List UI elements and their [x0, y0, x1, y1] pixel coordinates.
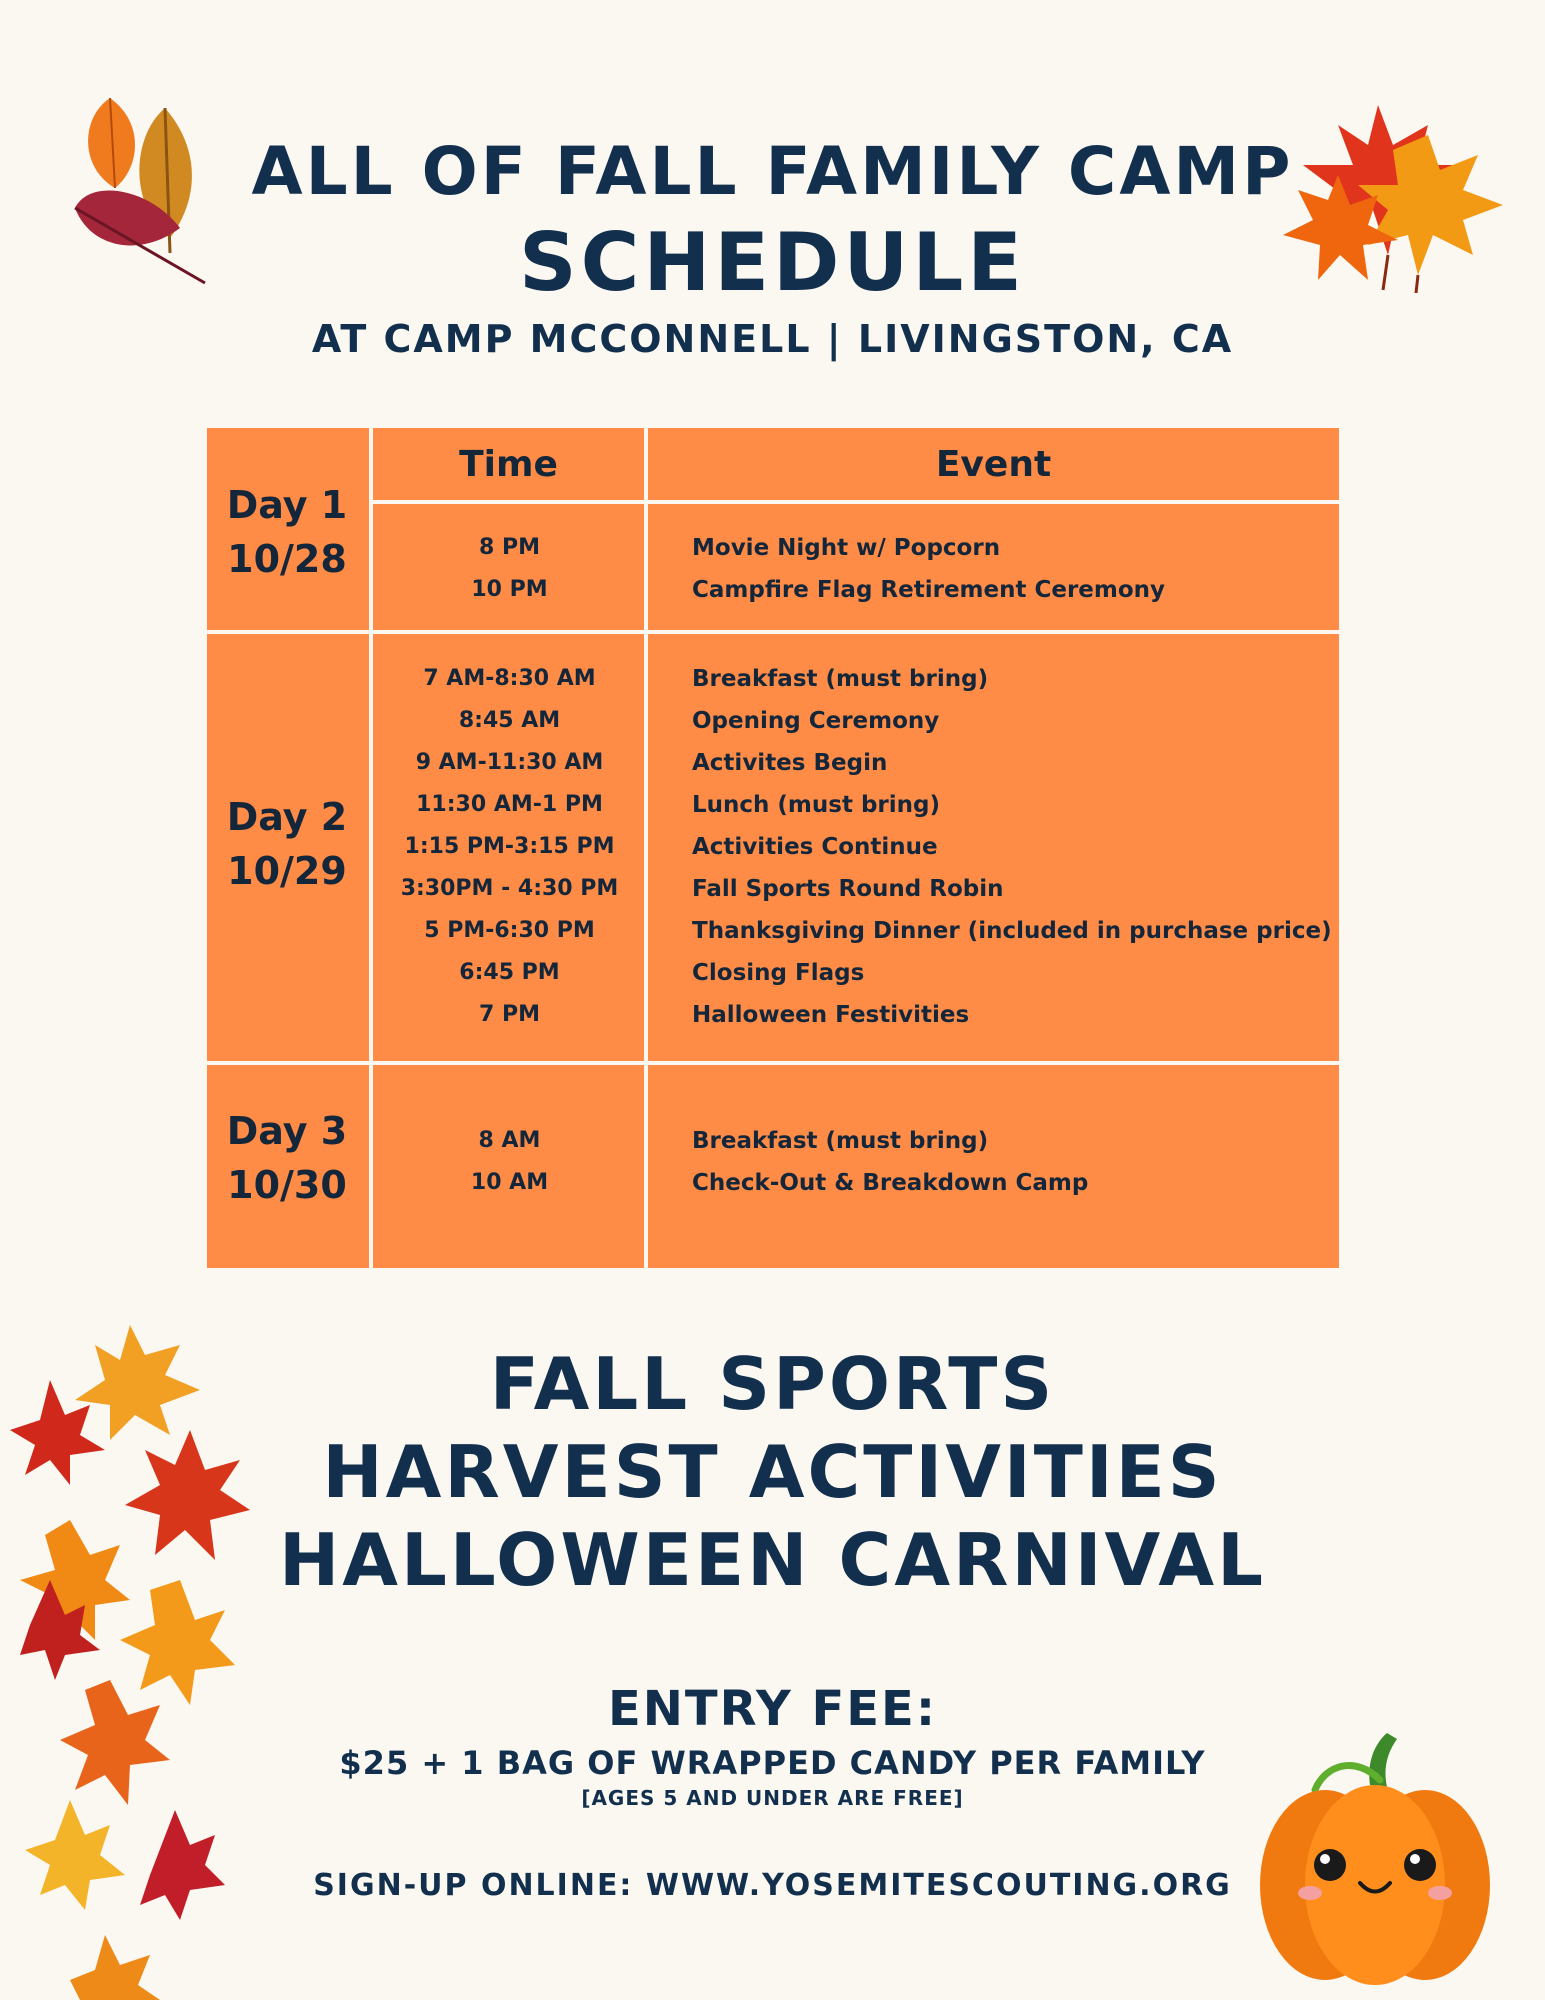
schedule-table [207, 428, 1339, 1268]
divider [371, 500, 1371, 504]
entry-fee-note: [AGES 5 AND UNDER ARE FREE] [581, 1786, 964, 1810]
time-slot: 1:15 PM-3:15 PM [404, 834, 615, 859]
event-item: Thanksgiving Dinner (included in purchase price) [692, 918, 1332, 944]
falling-leaves-left [10, 1320, 250, 2000]
day-3-label [207, 1104, 367, 1212]
day-3-events [692, 1120, 1332, 1204]
time-slot: 7 PM [479, 1002, 540, 1027]
event-item: Campfire Flag Retirement Ceremony [692, 577, 1166, 603]
column-header-event: Event [935, 444, 1052, 485]
pumpkin-illustration [1255, 1725, 1495, 2000]
day-date: 10/28 [227, 537, 347, 581]
time-slot: 5 PM-6:30 PM [424, 918, 595, 943]
event-item: Fall Sports Round Robin [692, 876, 1004, 902]
event-item: Halloween Festivities [692, 1002, 970, 1028]
divider [369, 428, 373, 1268]
time-slot: 8 AM [478, 1128, 541, 1153]
time-slot: 9 AM-11:30 AM [415, 750, 604, 775]
day-2-times [374, 658, 645, 1036]
event-item: Breakfast (must bring) [692, 666, 989, 692]
day-2-events [692, 658, 1332, 1036]
day-2-label [207, 790, 367, 898]
event-item: Activites Begin [692, 750, 888, 776]
day-name: Day 1 [226, 483, 348, 527]
highlight-fall-sports: FALL SPORTS [489, 1342, 1056, 1426]
divider [207, 630, 1339, 634]
day-date: 10/30 [227, 1163, 347, 1207]
time-slot: 3:30PM - 4:30 PM [400, 876, 619, 901]
entry-fee-detail: $25 + 1 BAG OF WRAPPED CANDY PER FAMILY [339, 1744, 1206, 1782]
highlight-harvest-activities: HARVEST ACTIVITIES [322, 1430, 1223, 1514]
highlight-halloween-carnival: HALLOWEEN CARNIVAL [279, 1518, 1266, 1602]
signup-link[interactable]: SIGN-UP ONLINE: WWW.YOSEMITESCOUTING.ORG [313, 1868, 1232, 1903]
time-slot: 11:30 AM-1 PM [416, 792, 603, 817]
day-name: Day 2 [226, 795, 348, 839]
day-name: Day 3 [226, 1109, 348, 1153]
day-3-times [374, 1120, 645, 1204]
column-header-time: Time [459, 444, 558, 485]
time-slot: 10 AM [470, 1170, 549, 1195]
event-item: Activities Continue [692, 834, 938, 860]
day-1-label [207, 478, 367, 586]
divider [207, 1061, 1339, 1065]
event-item: Lunch (must bring) [692, 792, 941, 818]
time-slot: 7 AM-8:30 AM [423, 666, 596, 691]
day-1-events [692, 527, 1332, 611]
time-slot: 10 PM [471, 577, 548, 602]
event-item: Check-Out & Breakdown Camp [692, 1170, 1089, 1196]
day-1-times [374, 527, 645, 611]
day-date: 10/29 [227, 849, 347, 893]
time-slot: 8 PM [479, 535, 540, 560]
event-item: Breakfast (must bring) [692, 1128, 989, 1154]
time-slot: 8:45 AM [458, 708, 561, 733]
event-item: Closing Flags [692, 960, 865, 986]
time-slot: 6:45 PM [459, 960, 560, 985]
location-subtitle: AT CAMP MCCONNELL | LIVINGSTON, CA [311, 317, 1234, 361]
event-item: Movie Night w/ Popcorn [692, 535, 1001, 561]
entry-fee-heading: ENTRY FEE: [607, 1681, 938, 1737]
event-item: Opening Ceremony [692, 708, 940, 734]
title-line-1: ALL OF FALL FAMILY CAMP [251, 133, 1294, 210]
title-line-2: SCHEDULE [519, 216, 1026, 309]
